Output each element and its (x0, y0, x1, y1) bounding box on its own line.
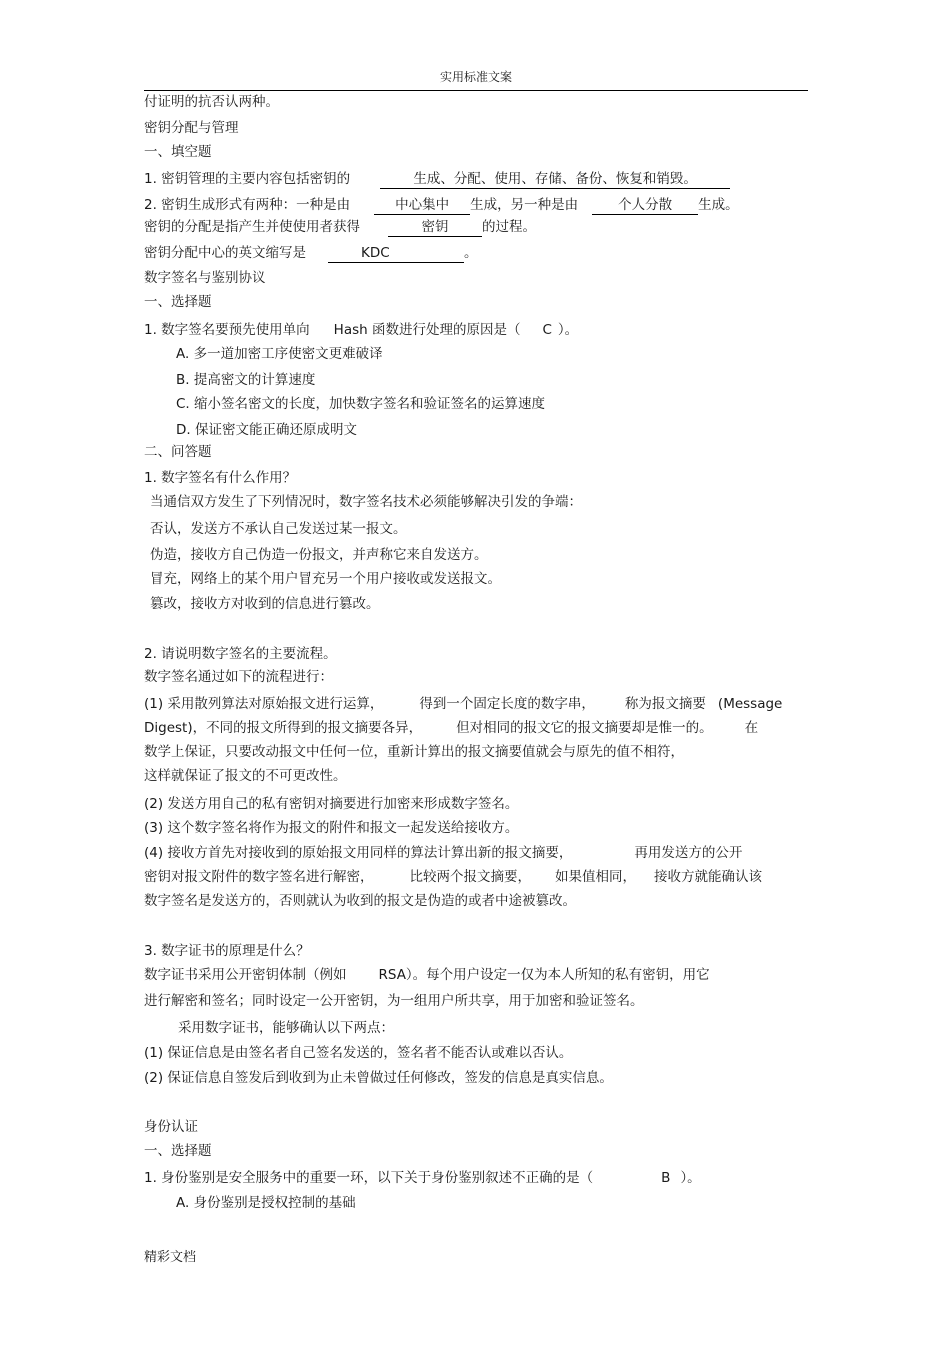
option-b: B. 提高密文的计算速度 (176, 372, 316, 388)
answer-text: 称为报文摘要 (624, 696, 706, 712)
question-line (144, 195, 739, 215)
question-text: 生成。 (698, 197, 739, 213)
question-text: 1. 身份鉴别是安全服务中的重要一环，以下关于身份鉴别叙述不正确的是（ (144, 1170, 594, 1186)
answer-line: (2) 保证信息自签发后到收到为止未曾做过任何修改，签发的信息是真实信息。 (144, 1070, 613, 1086)
answer-text: 密钥对报文附件的数字签名进行解密， (144, 869, 374, 885)
subsection-heading: 一、选择题 (144, 294, 212, 310)
answer-line (144, 965, 710, 985)
answer-text: 如果值相同， (555, 869, 636, 885)
page-header: 实用标准文案 (144, 68, 808, 91)
answer-line: 数学上保证，只要改动报文中任何一位，重新计算出的报文摘要值就会与原先的值不相符， (144, 744, 684, 760)
answer-line (144, 867, 762, 887)
question-line: 3. 数字证书的原理是什么？ (144, 943, 310, 959)
answer-text: (1) 采用散列算法对原始报文进行运算， (144, 696, 384, 712)
page-footer: 精彩文档 (144, 1250, 197, 1265)
question-text: Hash 函数进行处理的原因是（ (333, 322, 521, 338)
answer-blank: 密钥 (388, 219, 482, 237)
section-title: 密钥分配与管理 (144, 120, 239, 136)
answer-text: 再用发送方的公开 (634, 845, 743, 861)
answer-blank: 中心集中 (374, 197, 470, 215)
answer-line: 否认，发送方不承认自己发送过某一报文。 (150, 521, 407, 537)
option-d: D. 保证密文能正确还原成明文 (176, 422, 357, 438)
subsection-heading: 一、填空题 (144, 144, 212, 160)
answer-line: 伪造，接收方自己伪造一份报文，并声称它来自发送方。 (150, 547, 488, 563)
answer-blank: 生成、分配、使用、存储、备份、恢复和销毁。 (380, 171, 730, 189)
answer-line: 当通信双方发生了下列情况时，数字签名技术必须能够解决引发的争端： (150, 494, 582, 510)
answer-text: 数字证书采用公开密钥体制（例如 (144, 967, 347, 983)
answer-text: RSA）。每个用户设定一仅为本人所知的私有密钥，用它 (378, 967, 710, 983)
answer-text: Digest)，不同的报文所得到的报文摘要各异， (144, 720, 423, 736)
answer-line: (2) 发送方用自己的私有密钥对摘要进行加密来形成数字签名。 (144, 796, 519, 812)
option-a: A. 多一道加密工序使密文更难破译 (176, 346, 383, 362)
question-line: 2. 请说明数字签名的主要流程。 (144, 646, 337, 662)
answer-text: B (661, 1170, 671, 1186)
question-line (144, 243, 478, 263)
subsection-heading: 二、问答题 (144, 444, 212, 460)
answer-text: 在 (744, 720, 759, 736)
answer-line: 这样就保证了报文的不可更改性。 (144, 768, 347, 784)
question-text: 生成，另一种是由 (470, 197, 579, 213)
answer-line: (1) 保证信息是由签名者自己签名发送的，签名者不能否认或难以否认。 (144, 1045, 573, 1061)
question-line (144, 169, 730, 189)
question-text: 密钥分配中心的英文缩写是 (144, 245, 306, 261)
answer-line: (3) 这个数字签名将作为报文的附件和报文一起发送给接收方。 (144, 820, 519, 836)
subsection-heading: 一、选择题 (144, 1143, 212, 1159)
option-c: C. 缩小签名密文的长度，加快数字签名和验证签名的运算速度 (176, 396, 546, 412)
answer-blank: 个人分散 (592, 197, 698, 215)
answer-text: C (542, 322, 552, 338)
answer-text: (Message (717, 696, 783, 712)
answer-line: 采用数字证书，能够确认以下两点： (178, 1020, 394, 1036)
answer-line (144, 718, 758, 738)
answer-text: 但对相同的报文它的报文摘要却是惟一的。 (456, 720, 713, 736)
question-line: 1. 数字签名有什么作用？ (144, 470, 297, 486)
answer-text: 得到一个固定长度的数字串， (419, 696, 595, 712)
answer-text: (4) 接收方首先对接收到的原始报文用同样的算法计算出新的报文摘要， (144, 845, 573, 861)
answer-blank: KDC (328, 245, 464, 263)
question-text: 密钥的分配是指产生并使使用者获得 (144, 219, 360, 235)
section-title: 身份认证 (144, 1119, 198, 1135)
answer-text: 接收方就能确认该 (654, 869, 762, 885)
answer-line: 进行解密和签名；同时设定一公开密钥，为一组用户所共享，用于加密和验证签名。 (144, 993, 644, 1009)
section-title: 数字签名与鉴别协议 (144, 270, 266, 286)
answer-line: 数字签名通过如下的流程进行： (144, 669, 333, 685)
question-text: 的过程。 (482, 219, 536, 235)
question-line (144, 320, 578, 340)
question-text: 2. 密钥生成形式有两种：一种是由 (144, 197, 351, 213)
answer-line: 冒充，网络上的某个用户冒充另一个用户接收或发送报文。 (150, 571, 501, 587)
answer-line (144, 843, 742, 863)
answer-text: 比较两个报文摘要， (409, 869, 531, 885)
answer-line (144, 694, 782, 714)
question-text: 1. 密钥管理的主要内容包括密钥的 (144, 171, 351, 187)
question-text: ）。 (557, 322, 579, 338)
question-text: 1. 数字签名要预先使用单向 (144, 322, 310, 338)
question-text: ）。 (680, 1170, 701, 1186)
paragraph-line: 付证明的抗否认两种。 (144, 94, 279, 110)
question-line (144, 1168, 701, 1188)
question-line (144, 217, 536, 237)
question-text: 。 (464, 245, 478, 261)
answer-line: 篡改，接收方对收到的信息进行篡改。 (150, 596, 380, 612)
answer-line: 数字签名是发送方的，否则就认为收到的报文是伪造的或者中途被篡改。 (144, 893, 576, 909)
option-a: A. 身份鉴别是授权控制的基础 (176, 1195, 356, 1211)
